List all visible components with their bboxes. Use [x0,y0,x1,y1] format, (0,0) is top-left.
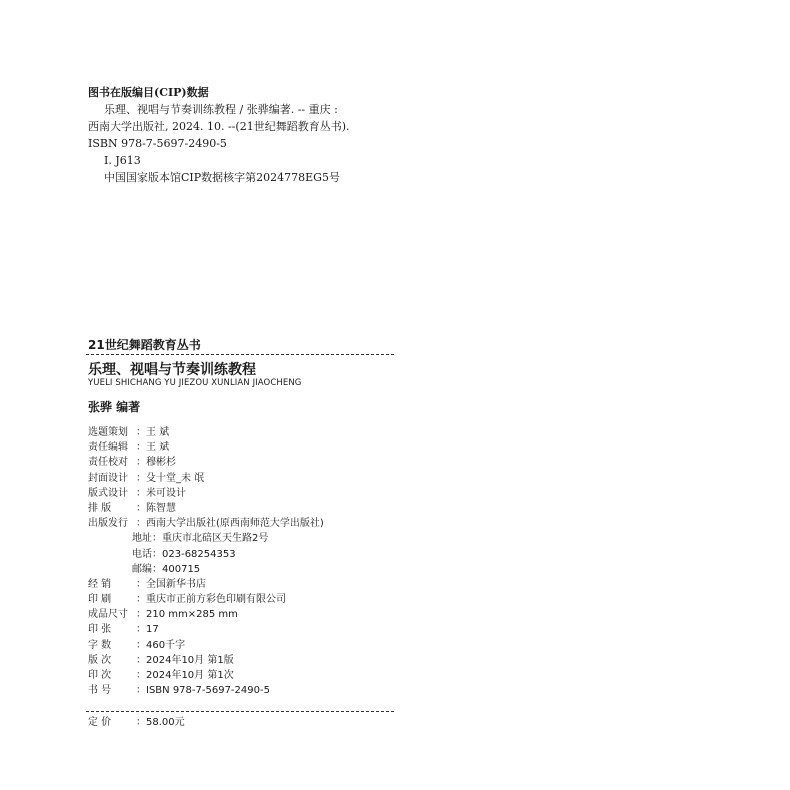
detail-value: 2024年10月 第1次 [146,670,234,681]
detail-row: 字 数 ：460千字 [88,638,324,653]
cip-line-2: 西南大学出版社, 2024. 10. --(21世纪舞蹈教育丛书). [88,120,350,133]
publisher-address: 地址：重庆市北碚区天生路2号 [132,533,269,545]
book-title: 乐理、视唱与节奏训练教程 [88,362,256,378]
cip-title: 图书在版编目(CIP)数据 [88,86,209,99]
credit-label: 责任编辑 [88,442,128,454]
detail-value: 全国新华书店 [146,578,206,590]
detail-value: 17 [146,624,159,636]
detail-value: 2024年10月 第1版 [146,654,234,666]
price-row: 定 价 ：58.00元 [88,713,185,728]
detail-row: 印 刷 ：重庆市正前方彩色印刷有限公司 [88,592,324,607]
credit-value: 王 斌 [146,427,170,438]
detail-label: 印 张 [88,624,112,636]
cip-line-4: Ⅰ. J613 [104,154,141,167]
publisher-phone: 电话：023-68254353 [132,548,236,560]
cip-line-3: ISBN 978-7-5697-2490-5 [88,137,227,150]
credit-label: 排 版 [88,502,112,514]
detail-row: 成品尺寸 ：210 mm×285 mm [88,607,324,622]
detail-row: 版 次 ：2024年10月 第1版 [88,653,324,668]
detail-label: 版 次 [88,654,112,666]
credit-label: 版式设计 [88,487,128,499]
cip-line-1: 乐理、视唱与节奏训练教程 / 张骅编著. -- 重庆 : [104,103,338,116]
credit-value: 穆彬杉 [146,457,176,469]
cip-block [88,84,428,186]
credit-label: 出版发行 [88,518,128,530]
series-name: 21世纪舞蹈教育丛书 [88,338,201,352]
detail-label: 经 销 [88,578,112,590]
detail-label: 成品尺寸 [88,609,128,621]
detail-row: 印 次 ：2024年10月 第1次 [88,668,324,683]
dashed-divider-top [86,354,394,355]
detail-label: 字 数 [88,639,112,651]
credit-row: 责任编辑 ：王 斌 [88,440,324,455]
credit-row: 选题策划 ：王 斌 [88,425,324,440]
credit-value: 米可设计 [146,487,186,499]
detail-label: 印 次 [88,670,112,681]
price-value: 58.00元 [146,717,185,728]
credit-row: 版式设计 ：米可设计 [88,486,324,501]
detail-label: 印 刷 [88,594,112,606]
credit-label: 封面设计 [88,472,128,484]
dashed-divider-bottom [86,711,394,712]
detail-value: 210 mm×285 mm [146,609,238,621]
detail-row: 经 销 ：全国新华书店 [88,577,324,592]
credit-row: 封面设计 ：殳十堂_未 氓 [88,471,324,486]
detail-row: 印 张 ：17 [88,622,324,637]
credit-value: 陈智慧 [146,502,176,514]
credit-row: 排 版 ：陈智慧 [88,501,324,516]
price-label: 定 价 [88,717,112,728]
book-title-pinyin: YUELI SHICHANG YU JIEZOU XUNLIAN JIAOCHENG [88,378,302,388]
publisher-postcode: 邮编：400715 [132,563,201,575]
credit-value: 殳十堂_未 氓 [146,472,205,484]
credit-value: 王 斌 [146,442,170,454]
detail-value: 重庆市正前方彩色印刷有限公司 [146,594,286,606]
detail-value: ISBN 978-7-5697-2490-5 [146,685,270,697]
credit-value: 西南大学出版社(原西南师范大学出版社) [146,518,324,530]
credits-block [88,425,324,698]
credit-row: 责任校对 ：穆彬杉 [88,455,324,470]
cip-line-5: 中国国家版本馆CIP数据核字第2024778EG5号 [104,171,340,184]
credit-label: 选题策划 [88,427,128,438]
detail-label: 书 号 [88,685,112,697]
credit-label: 责任校对 [88,457,128,469]
credit-row: 出版发行 ：西南大学出版社(原西南师范大学出版社) [88,516,324,531]
detail-value: 460千字 [146,639,186,651]
detail-row: 书 号 ：ISBN 978-7-5697-2490-5 [88,683,324,698]
author: 张骅 编著 [88,400,141,414]
